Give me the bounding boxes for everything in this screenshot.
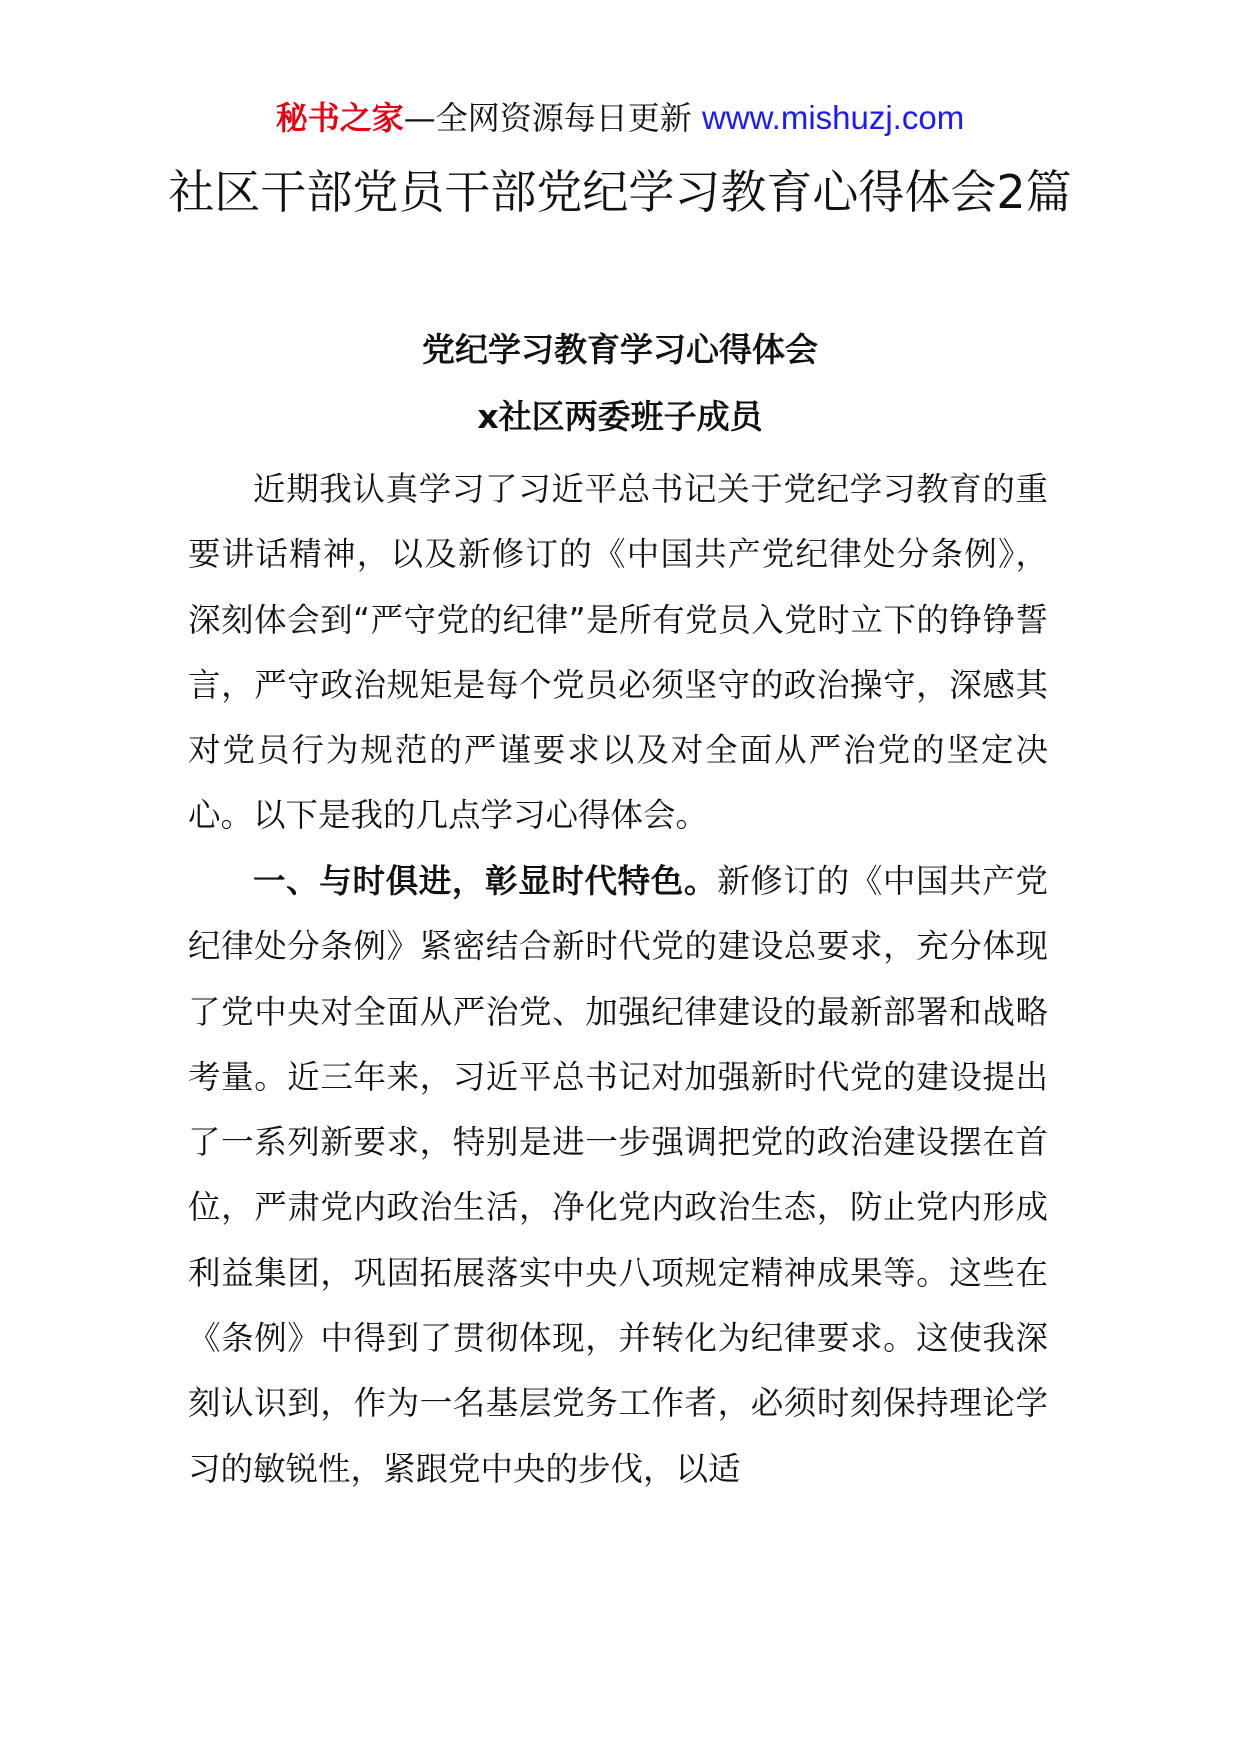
- brand-name: 秘书之家: [275, 99, 404, 137]
- header-slogan: —全网资源每日更新: [403, 99, 702, 137]
- paragraph-intro: 近期我认真学习了习近平总书记关于党纪学习教育的重要讲话精神，以及新修订的《中国共产党纪律处分条例》，深刻体会到“严守党的纪律”是所有党员入党时立下的铮铮誓言，严守政治规矩是每个党员必须坚守的政治操守，深感其对党员行为规范的严谨要求以及对全面从严治党的坚定决心。以下是我的几点学习心得体会。: [188, 470, 1048, 835]
- site-header: [0, 98, 1240, 138]
- document-subtitle: 党纪学习教育学习心得体会: [422, 330, 818, 369]
- document-author: x社区两委班子成员: [477, 397, 763, 436]
- section-heading: 一、与时俱进，彰显时代特色。: [253, 862, 718, 900]
- site-url-link[interactable]: www.mishuzj.com: [701, 99, 965, 136]
- document-title: 社区干部党员干部党纪学习教育心得体会2篇: [168, 165, 1072, 219]
- section-body: 新修订的《中国共产党纪律处分条例》紧密结合新时代党的建设总要求，充分体现了党中央对全面从严治党、加强纪律建设的最新部署和战略考量。近三年来，习近平总书记对加强新时代党的建设提出了一系列新要求，特别是进一步强调把党的政治建设摆在首位，严肃党内政治生活，净化党内政治生态，防止党内形成利益集团，巩固拓展落实中央八项规定精神成果等。这些在《条例》中得到了贯彻体现，并转化为纪律要求。这使我深刻认识到，作为一名基层党务工作者，必须时刻保持理论学习的敏锐性，紧跟党中央的步伐，以适: [188, 862, 1048, 1488]
- paragraph-section-1: [188, 849, 1048, 1502]
